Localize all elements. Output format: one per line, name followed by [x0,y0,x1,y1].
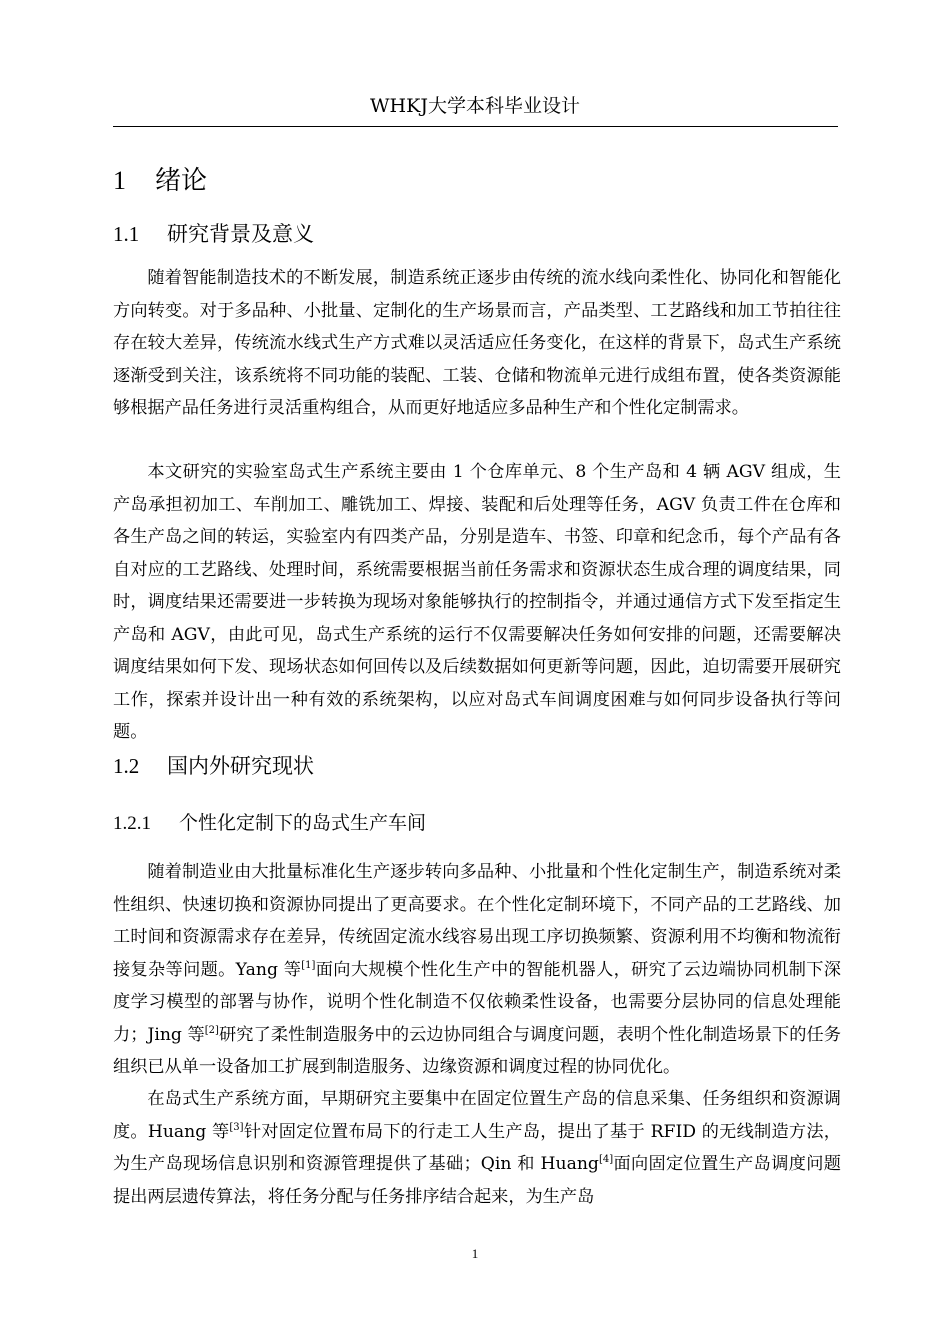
section-title: 研究背景及意义 [167,222,314,246]
section-number: 1.1 [113,222,140,246]
paragraph-text: 在岛式生产系统方面，早期研究主要集中在固定位置生产岛的信息采集、任务组织和资源调度。Huang 等 [113,1089,841,1142]
paragraph-text: 针对固定位置布局下的行走工人生产岛，提出了基于 RFID 的无线制造方法，为生产岛现场信息识别和资源管理提供了基础；Qin 和 Huang [113,1121,841,1174]
paragraph-customization [113,856,841,1084]
citation-ref-2[interactable]: [2] [204,1024,219,1036]
paragraph-background: 随着智能制造技术的不断发展，制造系统正逐步由传统的流水线向柔性化、协同化和智能化方向转变。对于多品种、小批量、定制化的生产场景而言，产品类型、工艺路线和加工节拍往往存在较大差异，传统流水线式生产方式难以灵活适应任务变化，在这样的背景下，岛式生产系统逐渐受到关注，该系统将不同功能的装配、工装、仓储和物流单元进行成组布置，使各类资源能够根据产品任务进行灵活重构组合，从而更好地适应多品种生产和个性化定制需求。 [113,268,841,418]
section-title: 国内外研究现状 [167,754,314,778]
citation-ref-3[interactable]: [3] [229,1121,244,1133]
paragraph-lab-system: 本文研究的实验室岛式生产系统主要由 1 个仓库单元、8 个生产岛和 4 辆 AGV 组成，生产岛承担初加工、车削加工、雕铣加工、焊接、装配和后处理等任务，AGV 负责工件在仓库和各生产岛之间的转运，实验室内有四类产品，分别是造车、书签、印章和纪念币，每个产品有各自对应的工艺路线、处理时间，系统需要根据当前任务需求和资源状态生成合理的调度结果，同时，调度结果还需要进一步转换为现场对象能够执行的控制指令，并通过通信方式下发至指定生产岛和 AGV，由此可见，岛式生产系统的运行不仅需要解决任务如何安排的问题，还需要解决调度结果如何下发、现场状态如何回传以及后续数据如何更新等问题，因此，迫切需要开展研究工作，探索并设计出一种有效的系统架构，以应对岛式车间调度困难与如何同步设备执行等问题。 [113,462,841,742]
citation-ref-1[interactable]: [1] [301,959,316,971]
subsection-number: 1.2.1 [113,813,151,834]
paragraph-text: 面向固定位置生产岛调度问题提出两层遗传算法，将任务分配与任务排序结合起来，为生产岛 [113,1154,841,1207]
section-heading-1-1 [113,220,314,248]
subsection-heading-1-2-1 [113,810,426,837]
subsection-title: 个性化定制下的岛式生产车间 [179,812,427,834]
paragraph-text: 随着制造业由大批量标准化生产逐步转向多品种、小批量和个性化定制生产，制造系统对柔性组织、快速切换和资源协同提出了更高要求。在个性化定制环境下，不同产品的工艺路线、加工时间和资源需求存在差异，传统固定流水线容易出现工序切换频繁、资源利用不均衡和物流衔接复杂等问题。Yang 等 [113,862,841,980]
citation-ref-4[interactable]: [4] [598,1154,614,1165]
paragraph-text: 面向大规模个性化生产中的智能机器人，研究了云边端协同机制下深度学习模型的部署与协作，说明个性化制造不仅依赖柔性设备，也需要分层协同的信息处理能力；Jing 等 [113,959,841,1045]
running-header: WHKJ大学本科毕业设计 [370,95,580,117]
paragraph-text: 研究了柔性制造服务中的云边协同组合与调度问题，表明个性化制造场景下的任务组织已从单一设备加工扩展到制造服务、边缘资源和调度过程的协同优化。 [113,1024,841,1077]
paragraph-island-production [113,1083,841,1213]
chapter-heading [113,164,207,198]
section-number: 1.2 [113,754,140,778]
chapter-number: 1 [113,166,126,195]
chapter-title: 绪论 [155,166,208,196]
section-heading-1-2 [113,752,314,780]
page-number: 1 [471,1246,479,1261]
header-divider [113,126,838,127]
